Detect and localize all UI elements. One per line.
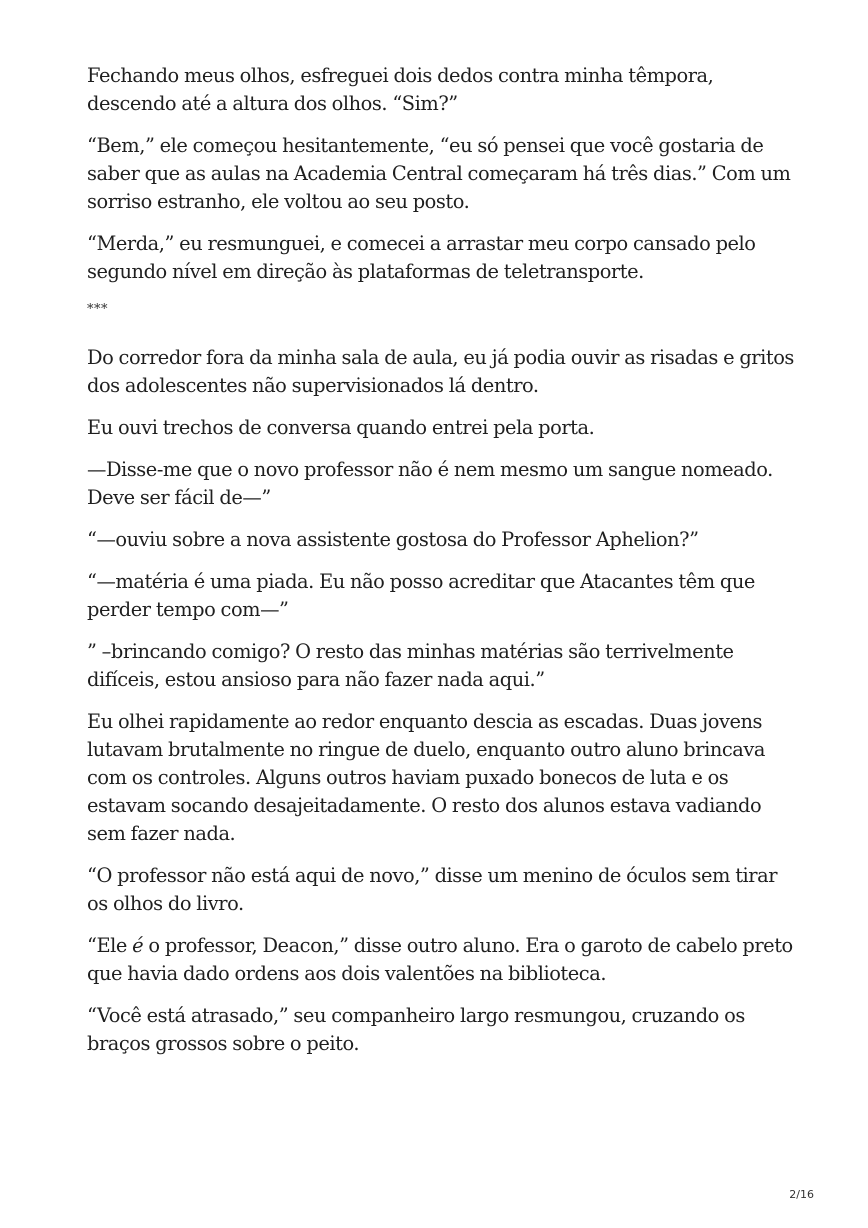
text-line: com os controles. Alguns outros haviam puxado bonecos de luta e os (87, 766, 729, 789)
text-line: perder tempo com—” (87, 598, 289, 621)
page-number: 2/16 (789, 1188, 814, 1201)
paragraph (87, 456, 799, 512)
document-page (87, 62, 799, 1072)
text-line: “—matéria é uma piada. Eu não posso acreditar que Atacantes têm que (87, 570, 755, 593)
emphasis-text: é (132, 934, 144, 957)
text-line: sem fazer nada. (87, 822, 236, 845)
paragraph (87, 414, 799, 442)
text-line: saber que as aulas na Academia Central começaram há três dias.” Com um (87, 162, 791, 185)
text-line: lutavam brutalmente no ringue de duelo, enquanto outro aluno brincava (87, 738, 766, 761)
text-line: —Disse-me que o novo professor não é nem mesmo um sangue nomeado. (87, 458, 773, 481)
text-line: os olhos do livro. (87, 892, 244, 915)
paragraph (87, 862, 799, 918)
paragraph (87, 132, 799, 216)
text-line: “Bem,” ele começou hesitantemente, “eu só pensei que você gostaria de (87, 134, 764, 157)
paragraph (87, 344, 799, 400)
text-line: “Merda,” eu resmunguei, e comecei a arrastar meu corpo cansado pelo (87, 232, 756, 255)
text-line: braços grossos sobre o peito. (87, 1032, 360, 1055)
text-line: ” –brincando comigo? O resto das minhas matérias são terrivelmente (87, 640, 734, 663)
paragraph (87, 1002, 799, 1058)
text-line: dos adolescentes não supervisionados lá dentro. (87, 374, 539, 397)
text-line: Eu ouvi trechos de conversa quando entrei pela porta. (87, 416, 595, 439)
text-line: descendo até a altura dos olhos. “Sim?” (87, 92, 458, 115)
paragraph (87, 932, 799, 988)
paragraph (87, 708, 799, 848)
paragraph (87, 568, 799, 624)
text-line: “Você está atrasado,” seu companheiro largo resmungou, cruzando os (87, 1004, 745, 1027)
text-line: “—ouviu sobre a nova assistente gostosa do Professor Aphelion?” (87, 528, 699, 551)
text-line: “O professor não está aqui de novo,” disse um menino de óculos sem tirar (87, 864, 778, 887)
paragraph (87, 62, 799, 118)
text-run: “Ele (87, 934, 133, 957)
text-line: Deve ser fácil de—” (87, 486, 271, 509)
text-run: o professor, Deacon,” disse outro aluno. Era o garoto de cabelo preto (143, 934, 793, 957)
text-line: Fechando meus olhos, esfreguei dois dedos contra minha têmpora, (87, 64, 714, 87)
paragraph (87, 638, 799, 694)
text-line: que havia dado ordens aos dois valentões na biblioteca. (87, 962, 607, 985)
text-line: segundo nível em direção às plataformas de teletransporte. (87, 260, 644, 283)
text-line: Eu olhei rapidamente ao redor enquanto descia as escadas. Duas jovens (87, 710, 763, 733)
paragraph (87, 526, 799, 554)
paragraph (87, 230, 799, 286)
text-line: difíceis, estou ansioso para não fazer nada aqui.” (87, 668, 545, 691)
text-line: sorriso estranho, ele voltou ao seu posto. (87, 190, 470, 213)
text-line (87, 932, 799, 960)
text-line: Do corredor fora da minha sala de aula, eu já podia ouvir as risadas e gritos (87, 346, 794, 369)
scene-separator: *** (87, 302, 108, 317)
text-line: estavam socando desajeitadamente. O resto dos alunos estava vadiando (87, 794, 762, 817)
